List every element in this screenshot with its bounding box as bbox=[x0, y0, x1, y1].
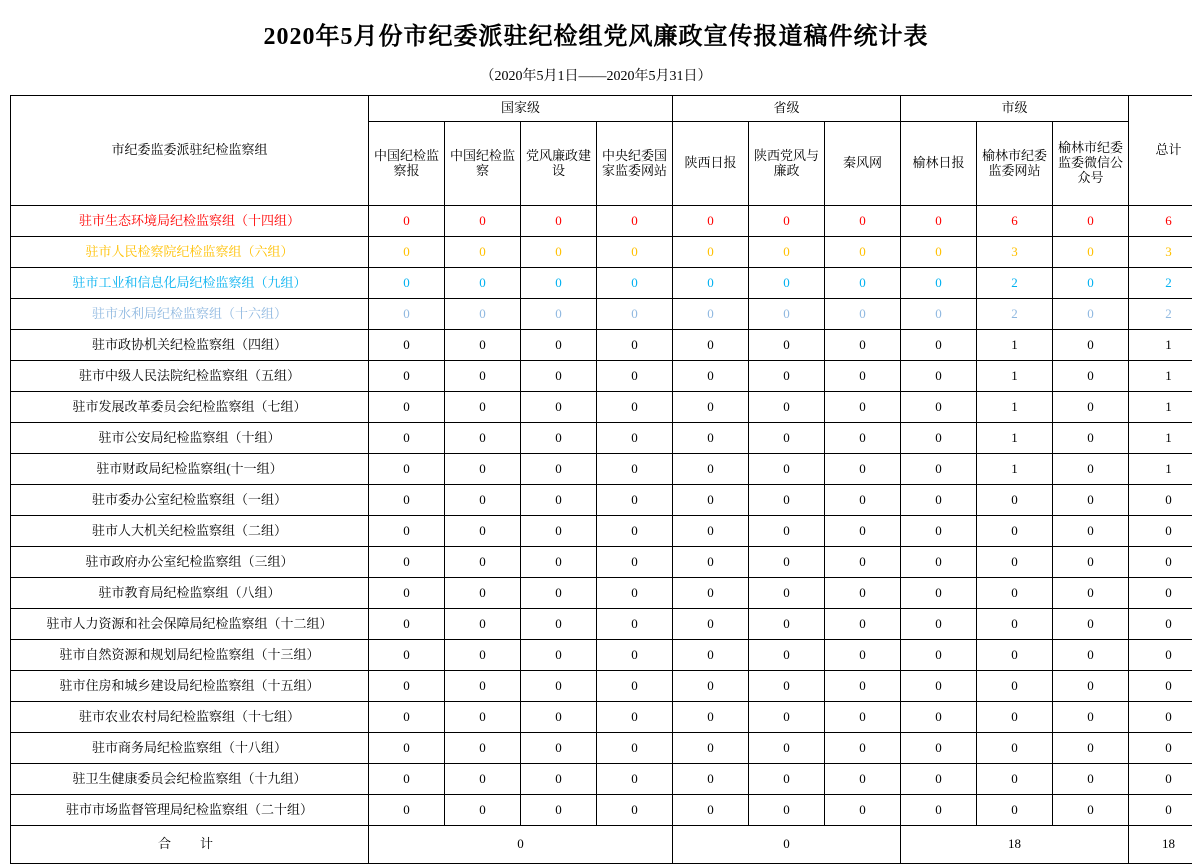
cell-value: 0 bbox=[521, 640, 597, 671]
table-row bbox=[11, 485, 1192, 516]
cell-value: 0 bbox=[597, 671, 673, 702]
row-label: 驻市委办公室纪检监察组（一组） bbox=[11, 485, 369, 516]
cell-value: 0 bbox=[369, 795, 445, 826]
cell-value: 0 bbox=[977, 640, 1053, 671]
cell-value: 0 bbox=[901, 454, 977, 485]
cell-value: 0 bbox=[901, 268, 977, 299]
cell-value: 0 bbox=[597, 578, 673, 609]
row-total: 3 bbox=[1129, 237, 1192, 268]
cell-value: 0 bbox=[597, 299, 673, 330]
table-row bbox=[11, 671, 1192, 702]
cell-value: 0 bbox=[749, 330, 825, 361]
cell-value: 0 bbox=[825, 702, 901, 733]
table-row bbox=[11, 237, 1192, 268]
table-row bbox=[11, 361, 1192, 392]
table-row bbox=[11, 609, 1192, 640]
table-body bbox=[11, 206, 1192, 826]
cell-value: 0 bbox=[597, 764, 673, 795]
cell-value: 0 bbox=[1053, 702, 1129, 733]
cell-value: 0 bbox=[1053, 547, 1129, 578]
cell-value: 0 bbox=[1053, 361, 1129, 392]
cell-value: 0 bbox=[825, 268, 901, 299]
cell-value: 6 bbox=[977, 206, 1053, 237]
cell-value: 0 bbox=[825, 547, 901, 578]
column-header-0: 中国纪检监察报 bbox=[369, 122, 445, 206]
table-row bbox=[11, 764, 1192, 795]
cell-value: 0 bbox=[673, 206, 749, 237]
cell-value: 0 bbox=[901, 609, 977, 640]
column-header-2: 党风廉政建设 bbox=[521, 122, 597, 206]
cell-value: 0 bbox=[977, 547, 1053, 578]
row-label: 驻市水利局纪检监察组（十六组） bbox=[11, 299, 369, 330]
cell-value: 1 bbox=[977, 361, 1053, 392]
row-label: 驻市公安局纪检监察组（十组） bbox=[11, 423, 369, 454]
cell-value: 2 bbox=[977, 268, 1053, 299]
cell-value: 0 bbox=[825, 423, 901, 454]
cell-value: 0 bbox=[749, 578, 825, 609]
cell-value: 0 bbox=[597, 795, 673, 826]
cell-value: 0 bbox=[521, 547, 597, 578]
cell-value: 0 bbox=[445, 516, 521, 547]
cell-value: 0 bbox=[521, 671, 597, 702]
cell-value: 0 bbox=[749, 299, 825, 330]
row-label: 驻市住房和城乡建设局纪检监察组（十五组） bbox=[11, 671, 369, 702]
cell-value: 0 bbox=[445, 485, 521, 516]
cell-value: 0 bbox=[673, 547, 749, 578]
cell-value: 0 bbox=[977, 764, 1053, 795]
cell-value: 0 bbox=[369, 733, 445, 764]
row-label: 驻市发展改革委员会纪检监察组（七组） bbox=[11, 392, 369, 423]
cell-value: 0 bbox=[1053, 330, 1129, 361]
cell-value: 0 bbox=[521, 609, 597, 640]
cell-value: 0 bbox=[521, 299, 597, 330]
cell-value: 0 bbox=[1053, 795, 1129, 826]
cell-value: 0 bbox=[521, 392, 597, 423]
column-header-3: 中央纪委国家监委网站 bbox=[597, 122, 673, 206]
cell-value: 0 bbox=[1053, 237, 1129, 268]
row-total: 0 bbox=[1129, 516, 1192, 547]
row-label: 驻市工业和信息化局纪检监察组（九组） bbox=[11, 268, 369, 299]
cell-value: 0 bbox=[749, 454, 825, 485]
cell-value: 0 bbox=[521, 702, 597, 733]
cell-value: 0 bbox=[901, 206, 977, 237]
cell-value: 0 bbox=[597, 640, 673, 671]
cell-value: 0 bbox=[597, 268, 673, 299]
cell-value: 0 bbox=[445, 702, 521, 733]
table-row bbox=[11, 733, 1192, 764]
row-total: 0 bbox=[1129, 764, 1192, 795]
cell-value: 0 bbox=[977, 702, 1053, 733]
cell-value: 0 bbox=[749, 206, 825, 237]
cell-value: 0 bbox=[749, 640, 825, 671]
cell-value: 0 bbox=[673, 516, 749, 547]
cell-value: 0 bbox=[445, 795, 521, 826]
statistics-table bbox=[10, 95, 1192, 864]
cell-value: 0 bbox=[673, 423, 749, 454]
page-subtitle: （2020年5月1日——2020年5月31日） bbox=[10, 53, 1182, 95]
total-column-header: 总计 bbox=[1129, 96, 1192, 206]
column-header-6: 秦风网 bbox=[825, 122, 901, 206]
cell-value: 0 bbox=[749, 764, 825, 795]
cell-value: 0 bbox=[369, 516, 445, 547]
row-label: 驻市财政局纪检监察组(十一组） bbox=[11, 454, 369, 485]
cell-value: 0 bbox=[521, 361, 597, 392]
cell-value: 0 bbox=[597, 702, 673, 733]
cell-value: 0 bbox=[825, 795, 901, 826]
cell-value: 0 bbox=[445, 547, 521, 578]
cell-value: 0 bbox=[825, 578, 901, 609]
cell-value: 0 bbox=[521, 733, 597, 764]
cell-value: 0 bbox=[445, 640, 521, 671]
row-total: 0 bbox=[1129, 485, 1192, 516]
cell-value: 0 bbox=[673, 702, 749, 733]
cell-value: 0 bbox=[673, 361, 749, 392]
cell-value: 0 bbox=[901, 361, 977, 392]
cell-value: 0 bbox=[369, 454, 445, 485]
table-row bbox=[11, 268, 1192, 299]
row-total: 1 bbox=[1129, 330, 1192, 361]
footer-grand-total: 18 bbox=[1129, 826, 1192, 864]
row-label: 驻市教育局纪检监察组（八组） bbox=[11, 578, 369, 609]
cell-value: 0 bbox=[445, 330, 521, 361]
footer-total-label: 合 计 bbox=[11, 826, 369, 864]
table-row bbox=[11, 516, 1192, 547]
cell-value: 0 bbox=[369, 392, 445, 423]
cell-value: 0 bbox=[673, 764, 749, 795]
cell-value: 0 bbox=[749, 702, 825, 733]
cell-value: 0 bbox=[445, 733, 521, 764]
cell-value: 0 bbox=[445, 764, 521, 795]
cell-value: 0 bbox=[977, 795, 1053, 826]
cell-value: 0 bbox=[597, 206, 673, 237]
row-label: 驻市政协机关纪检监察组（四组） bbox=[11, 330, 369, 361]
cell-value: 0 bbox=[1053, 671, 1129, 702]
cell-value: 0 bbox=[369, 671, 445, 702]
row-total: 0 bbox=[1129, 578, 1192, 609]
cell-value: 0 bbox=[369, 609, 445, 640]
cell-value: 0 bbox=[673, 237, 749, 268]
table-row bbox=[11, 392, 1192, 423]
cell-value: 0 bbox=[901, 485, 977, 516]
row-label: 驻市人大机关纪检监察组（二组） bbox=[11, 516, 369, 547]
table-row bbox=[11, 423, 1192, 454]
cell-value: 0 bbox=[1053, 640, 1129, 671]
column-header-4: 陕西日报 bbox=[673, 122, 749, 206]
row-total: 0 bbox=[1129, 795, 1192, 826]
cell-value: 0 bbox=[825, 764, 901, 795]
cell-value: 0 bbox=[901, 299, 977, 330]
cell-value: 0 bbox=[901, 795, 977, 826]
row-total: 0 bbox=[1129, 547, 1192, 578]
row-label: 驻市人力资源和社会保障局纪检监察组（十二组） bbox=[11, 609, 369, 640]
cell-value: 0 bbox=[369, 361, 445, 392]
row-total: 1 bbox=[1129, 361, 1192, 392]
cell-value: 0 bbox=[1053, 733, 1129, 764]
cell-value: 0 bbox=[1053, 764, 1129, 795]
cell-value: 0 bbox=[901, 578, 977, 609]
cell-value: 0 bbox=[445, 237, 521, 268]
column-header-5: 陕西党风与廉政 bbox=[749, 122, 825, 206]
cell-value: 0 bbox=[445, 361, 521, 392]
cell-value: 0 bbox=[1053, 609, 1129, 640]
column-header-8: 榆林市纪委监委网站 bbox=[977, 122, 1053, 206]
cell-value: 0 bbox=[673, 609, 749, 640]
cell-value: 0 bbox=[597, 516, 673, 547]
row-total: 1 bbox=[1129, 392, 1192, 423]
row-total: 0 bbox=[1129, 671, 1192, 702]
cell-value: 0 bbox=[673, 392, 749, 423]
cell-value: 0 bbox=[1053, 392, 1129, 423]
cell-value: 0 bbox=[673, 578, 749, 609]
cell-value: 0 bbox=[825, 237, 901, 268]
cell-value: 1 bbox=[977, 454, 1053, 485]
footer-total-municipal: 18 bbox=[901, 826, 1129, 864]
cell-value: 0 bbox=[825, 392, 901, 423]
row-total: 0 bbox=[1129, 733, 1192, 764]
row-total: 2 bbox=[1129, 268, 1192, 299]
cell-value: 0 bbox=[825, 485, 901, 516]
cell-value: 0 bbox=[369, 206, 445, 237]
row-total: 1 bbox=[1129, 454, 1192, 485]
cell-value: 0 bbox=[369, 485, 445, 516]
cell-value: 0 bbox=[749, 485, 825, 516]
cell-value: 0 bbox=[825, 516, 901, 547]
cell-value: 0 bbox=[825, 454, 901, 485]
cell-value: 0 bbox=[521, 330, 597, 361]
table-row bbox=[11, 795, 1192, 826]
cell-value: 0 bbox=[445, 578, 521, 609]
cell-value: 0 bbox=[977, 516, 1053, 547]
row-label: 驻市人民检察院纪检监察组（六组） bbox=[11, 237, 369, 268]
row-label: 驻市政府办公室纪检监察组（三组） bbox=[11, 547, 369, 578]
group-header-provincial: 省级 bbox=[673, 96, 901, 122]
cell-value: 0 bbox=[977, 733, 1053, 764]
table-row bbox=[11, 454, 1192, 485]
footer-total-national: 0 bbox=[369, 826, 673, 864]
cell-value: 0 bbox=[977, 578, 1053, 609]
cell-value: 0 bbox=[369, 702, 445, 733]
cell-value: 0 bbox=[521, 764, 597, 795]
cell-value: 0 bbox=[369, 640, 445, 671]
column-header-1: 中国纪检监察 bbox=[445, 122, 521, 206]
cell-value: 0 bbox=[749, 268, 825, 299]
cell-value: 0 bbox=[901, 733, 977, 764]
cell-value: 0 bbox=[749, 609, 825, 640]
cell-value: 0 bbox=[749, 795, 825, 826]
cell-value: 1 bbox=[977, 330, 1053, 361]
cell-value: 0 bbox=[369, 423, 445, 454]
cell-value: 0 bbox=[369, 764, 445, 795]
cell-value: 0 bbox=[597, 733, 673, 764]
cell-value: 0 bbox=[749, 671, 825, 702]
cell-value: 0 bbox=[825, 640, 901, 671]
cell-value: 0 bbox=[445, 454, 521, 485]
group-header-national: 国家级 bbox=[369, 96, 673, 122]
cell-value: 0 bbox=[445, 671, 521, 702]
cell-value: 0 bbox=[521, 237, 597, 268]
cell-value: 0 bbox=[749, 361, 825, 392]
cell-value: 0 bbox=[1053, 578, 1129, 609]
table-row bbox=[11, 702, 1192, 733]
cell-value: 0 bbox=[749, 733, 825, 764]
cell-value: 0 bbox=[1053, 423, 1129, 454]
cell-value: 0 bbox=[597, 485, 673, 516]
cell-value: 0 bbox=[901, 764, 977, 795]
column-header-9: 榆林市纪委监委微信公众号 bbox=[1053, 122, 1129, 206]
cell-value: 0 bbox=[597, 237, 673, 268]
cell-value: 0 bbox=[369, 578, 445, 609]
cell-value: 0 bbox=[1053, 485, 1129, 516]
cell-value: 0 bbox=[1053, 516, 1129, 547]
row-label: 驻市农业农村局纪检监察组（十七组） bbox=[11, 702, 369, 733]
cell-value: 0 bbox=[445, 299, 521, 330]
footer-total-row bbox=[11, 826, 1192, 864]
cell-value: 0 bbox=[597, 609, 673, 640]
cell-value: 0 bbox=[597, 361, 673, 392]
cell-value: 0 bbox=[521, 206, 597, 237]
cell-value: 0 bbox=[521, 578, 597, 609]
cell-value: 0 bbox=[445, 206, 521, 237]
cell-value: 0 bbox=[977, 671, 1053, 702]
cell-value: 0 bbox=[673, 268, 749, 299]
cell-value: 0 bbox=[825, 361, 901, 392]
cell-value: 0 bbox=[825, 609, 901, 640]
row-label: 驻市自然资源和规划局纪检监察组（十三组） bbox=[11, 640, 369, 671]
cell-value: 0 bbox=[825, 299, 901, 330]
cell-value: 0 bbox=[901, 671, 977, 702]
cell-value: 0 bbox=[673, 733, 749, 764]
cell-value: 1 bbox=[977, 423, 1053, 454]
cell-value: 0 bbox=[445, 392, 521, 423]
cell-value: 0 bbox=[521, 423, 597, 454]
cell-value: 0 bbox=[521, 795, 597, 826]
row-label: 驻卫生健康委员会纪检监察组（十九组） bbox=[11, 764, 369, 795]
row-label: 驻市中级人民法院纪检监察组（五组） bbox=[11, 361, 369, 392]
table-row bbox=[11, 330, 1192, 361]
row-total: 6 bbox=[1129, 206, 1192, 237]
cell-value: 0 bbox=[825, 330, 901, 361]
column-header-7: 榆林日报 bbox=[901, 122, 977, 206]
cell-value: 0 bbox=[977, 609, 1053, 640]
row-total: 1 bbox=[1129, 423, 1192, 454]
cell-value: 0 bbox=[749, 392, 825, 423]
cell-value: 0 bbox=[825, 206, 901, 237]
cell-value: 0 bbox=[901, 423, 977, 454]
table-row bbox=[11, 547, 1192, 578]
table-row bbox=[11, 299, 1192, 330]
cell-value: 0 bbox=[1053, 206, 1129, 237]
cell-value: 0 bbox=[445, 423, 521, 454]
cell-value: 0 bbox=[1053, 299, 1129, 330]
cell-value: 0 bbox=[901, 516, 977, 547]
cell-value: 0 bbox=[597, 423, 673, 454]
row-total: 0 bbox=[1129, 702, 1192, 733]
cell-value: 0 bbox=[1053, 454, 1129, 485]
cell-value: 0 bbox=[597, 547, 673, 578]
row-total: 0 bbox=[1129, 609, 1192, 640]
cell-value: 0 bbox=[521, 454, 597, 485]
cell-value: 0 bbox=[1053, 268, 1129, 299]
cell-value: 0 bbox=[597, 392, 673, 423]
cell-value: 3 bbox=[977, 237, 1053, 268]
table-foot bbox=[11, 826, 1192, 864]
cell-value: 0 bbox=[901, 330, 977, 361]
cell-value: 0 bbox=[673, 299, 749, 330]
table-row bbox=[11, 640, 1192, 671]
cell-value: 0 bbox=[369, 330, 445, 361]
cell-value: 0 bbox=[749, 237, 825, 268]
row-header-label: 市纪委监委派驻纪检监察组 bbox=[11, 96, 369, 206]
row-label: 驻市市场监督管理局纪检监察组（二十组） bbox=[11, 795, 369, 826]
cell-value: 0 bbox=[749, 423, 825, 454]
cell-value: 0 bbox=[521, 485, 597, 516]
cell-value: 0 bbox=[597, 330, 673, 361]
row-total: 0 bbox=[1129, 640, 1192, 671]
cell-value: 0 bbox=[369, 268, 445, 299]
cell-value: 0 bbox=[749, 516, 825, 547]
table-row bbox=[11, 206, 1192, 237]
cell-value: 1 bbox=[977, 392, 1053, 423]
cell-value: 0 bbox=[977, 485, 1053, 516]
cell-value: 0 bbox=[901, 702, 977, 733]
group-header-municipal: 市级 bbox=[901, 96, 1129, 122]
cell-value: 0 bbox=[369, 299, 445, 330]
cell-value: 2 bbox=[977, 299, 1053, 330]
cell-value: 0 bbox=[369, 547, 445, 578]
cell-value: 0 bbox=[825, 671, 901, 702]
cell-value: 0 bbox=[445, 609, 521, 640]
cell-value: 0 bbox=[901, 547, 977, 578]
cell-value: 0 bbox=[673, 795, 749, 826]
row-label: 驻市商务局纪检监察组（十八组） bbox=[11, 733, 369, 764]
cell-value: 0 bbox=[369, 237, 445, 268]
cell-value: 0 bbox=[825, 733, 901, 764]
table-row bbox=[11, 578, 1192, 609]
cell-value: 0 bbox=[749, 547, 825, 578]
cell-value: 0 bbox=[901, 392, 977, 423]
cell-value: 0 bbox=[901, 640, 977, 671]
footer-total-provincial: 0 bbox=[673, 826, 901, 864]
table-head bbox=[11, 96, 1192, 206]
cell-value: 0 bbox=[901, 237, 977, 268]
cell-value: 0 bbox=[521, 268, 597, 299]
cell-value: 0 bbox=[673, 640, 749, 671]
group-header-row bbox=[11, 96, 1192, 122]
cell-value: 0 bbox=[673, 671, 749, 702]
cell-value: 0 bbox=[673, 454, 749, 485]
cell-value: 0 bbox=[521, 516, 597, 547]
page-title: 2020年5月份市纪委派驻纪检组党风廉政宣传报道稿件统计表 bbox=[10, 0, 1182, 53]
row-total: 2 bbox=[1129, 299, 1192, 330]
cell-value: 0 bbox=[445, 268, 521, 299]
row-label: 驻市生态环境局纪检监察组（十四组） bbox=[11, 206, 369, 237]
cell-value: 0 bbox=[673, 485, 749, 516]
cell-value: 0 bbox=[673, 330, 749, 361]
cell-value: 0 bbox=[597, 454, 673, 485]
